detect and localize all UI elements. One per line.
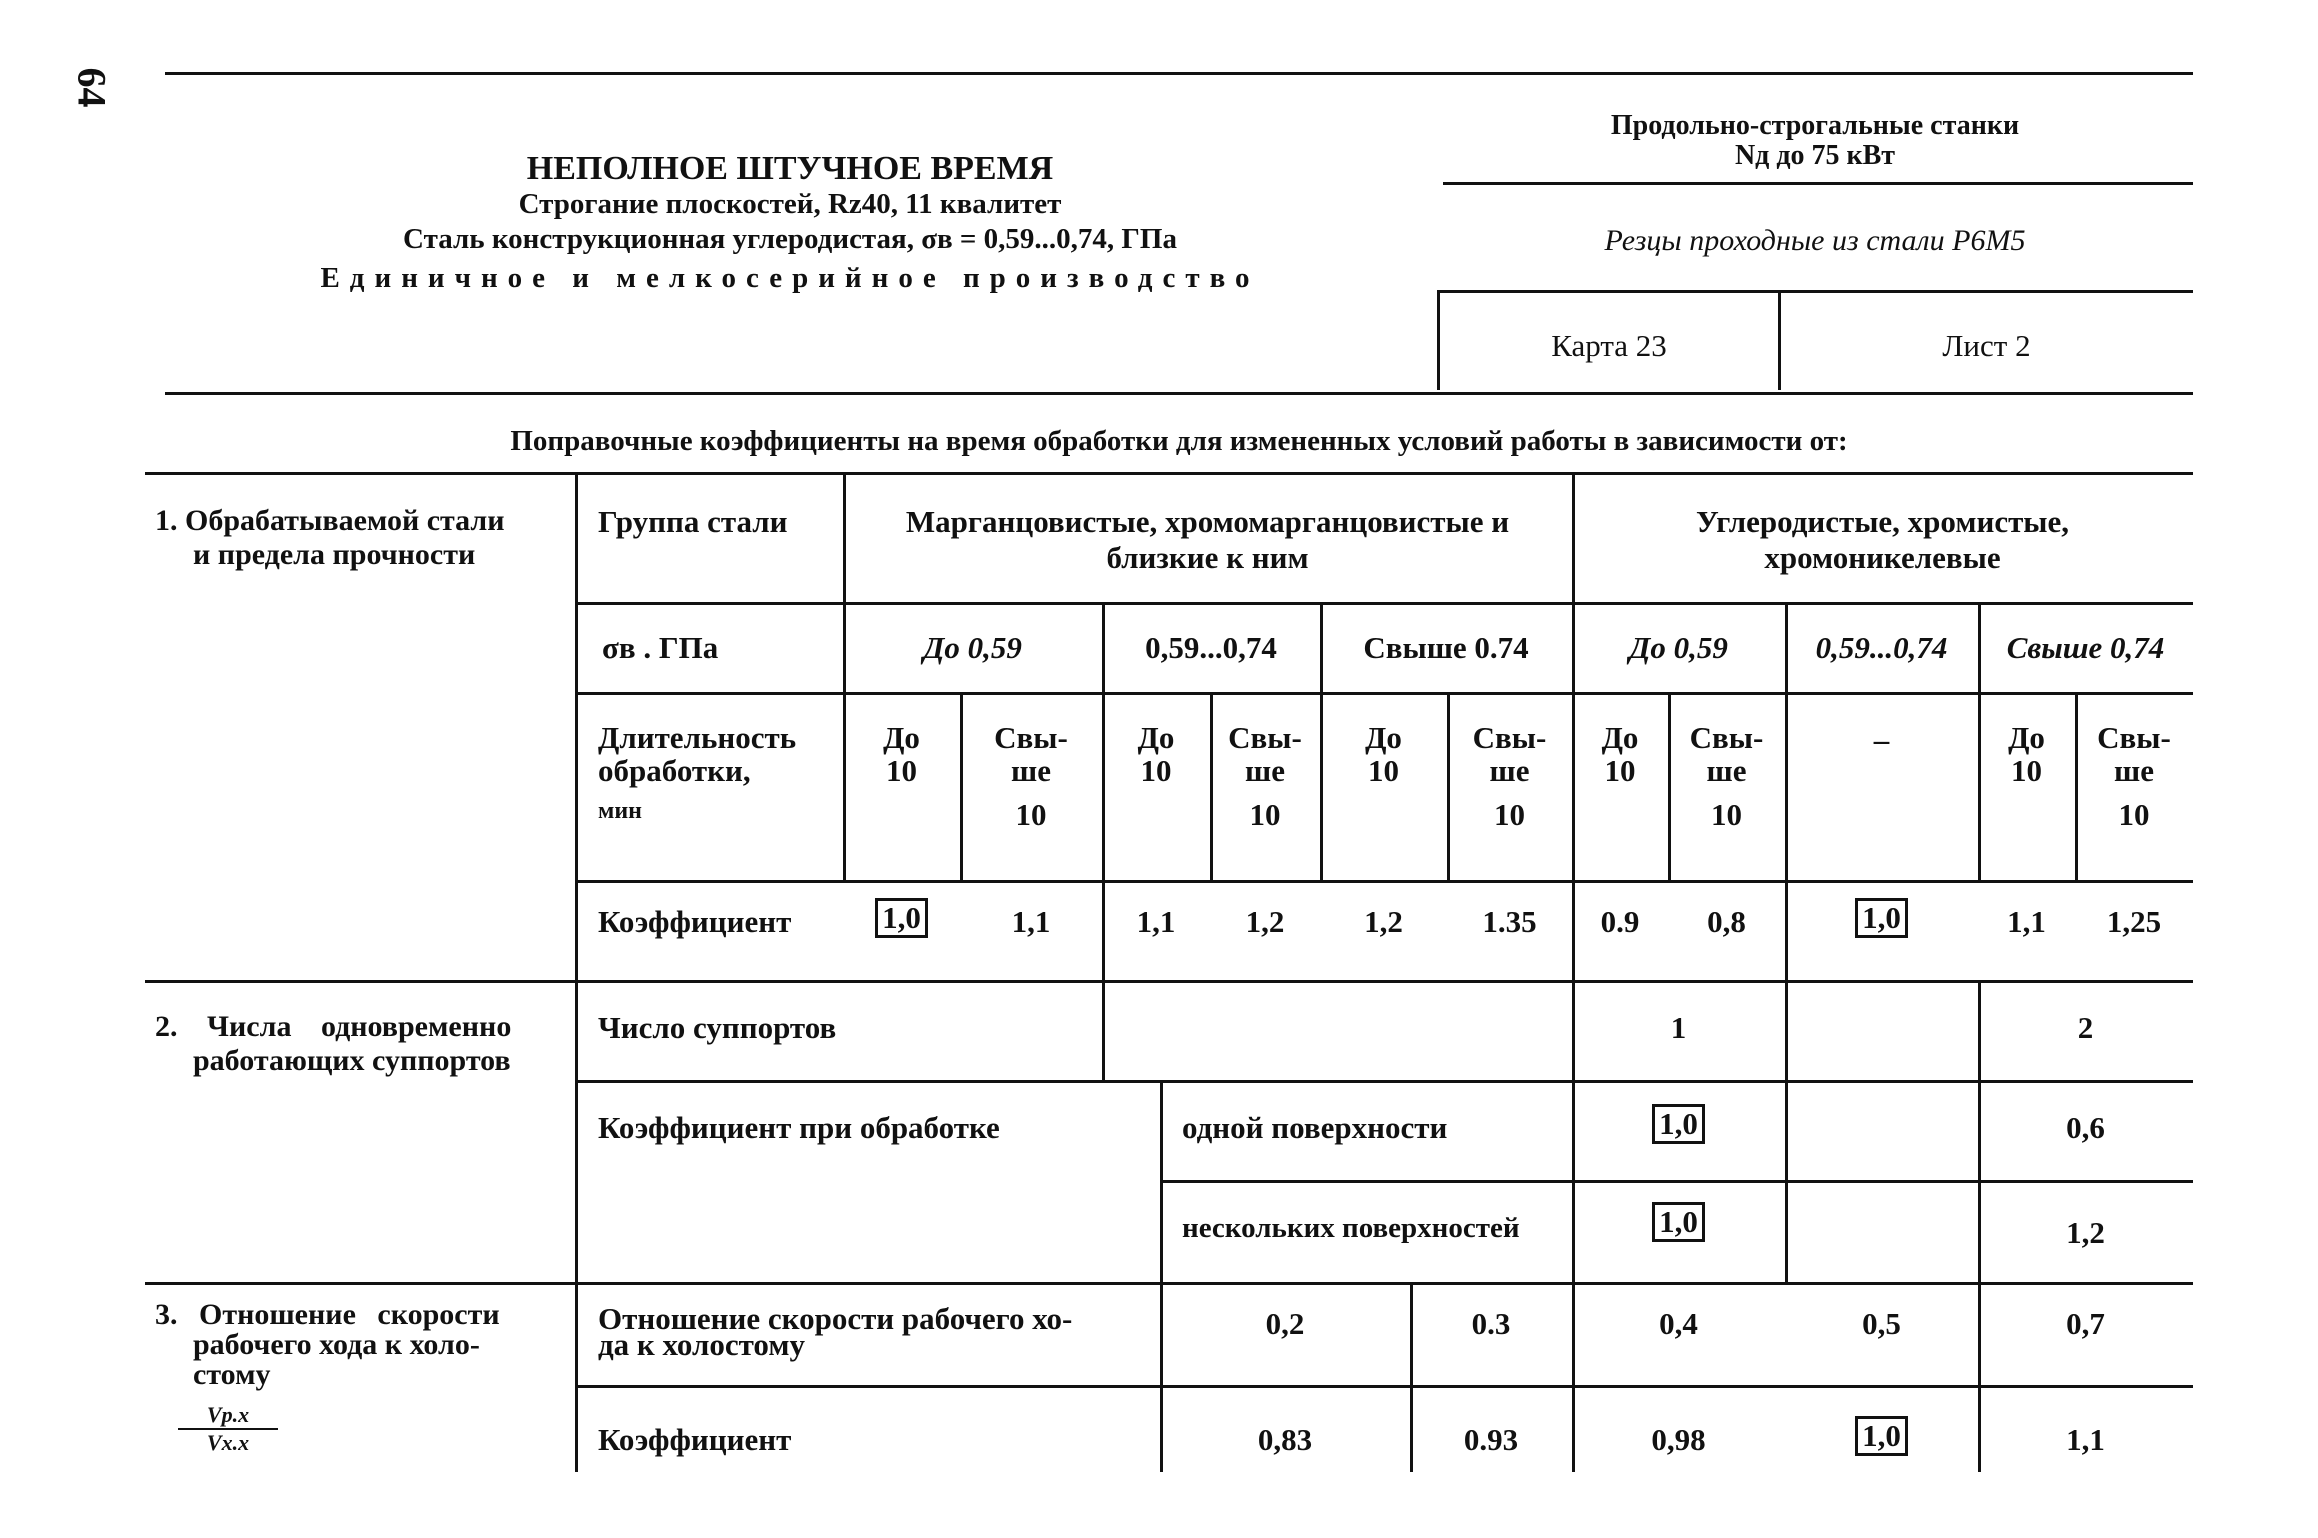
sigma-a1: До 0,59 [923,630,1022,665]
sigma-a3: Свыше 0.74 [1363,630,1529,665]
vline-label-col [575,472,578,1472]
sigma-b3: Свыше 0,74 [2006,630,2165,665]
header-right-rule-2 [1437,290,2193,293]
header-operation: Строгание плоскостей, Rz40, 11 квалитет [518,188,1062,220]
header-tool: Резцы проходные из стали Р6М5 [1604,224,2026,257]
coef-b1-over: 0,8 [1707,904,1746,939]
section3-label: 3. Отношение скорости рабочего хода к холо- стому [155,1298,500,1391]
coef-a3-upto: 1,2 [1364,904,1403,939]
dur-b3-upto: До 10 [2008,720,2045,788]
coef-a2-upto: 1,1 [1136,904,1176,939]
dur-b3-over: Свы- ше 10 [2097,720,2171,833]
card-number: Карта 23 [1551,328,1667,363]
coef-b1-upto: 0.9 [1600,904,1640,939]
sigma-label: σв . ГПа [602,630,719,665]
table-top-rule [145,472,2193,475]
rule-one-surface [1160,1180,2193,1183]
coef-b3-upto: 1,1 [2007,904,2046,939]
header-production: Единичное и мелкосерийное производство [320,262,1260,294]
ratio-v2: 0.3 [1471,1306,1511,1341]
duration-label: Длительность обработки, мин [598,720,797,825]
coef-base-box: 1,0 [1652,1104,1705,1144]
dur-b1-upto: До 10 [1601,720,1639,788]
group-b-name: Углеродистые, хромистые, хромоникелевые [1695,504,2070,575]
header-right-rule-1 [1443,182,2193,185]
header-bottom-rule [165,392,2193,395]
coef-a3-over: 1.35 [1482,904,1537,939]
ratio-label: Отношение скорости рабочего хо- да к холостому [598,1301,1073,1363]
vline-b-sigma1 [1785,602,1788,1282]
rule-duration-row [575,692,2193,695]
sigma-b2: 0,59...0,74 [1815,630,1948,665]
ratio-coef-v5: 1,1 [2066,1422,2105,1457]
sigma-b1: До 0,59 [1629,630,1728,665]
one-surface-v1 [1572,1104,1785,1144]
sheet-number: Лист 2 [1942,328,2031,363]
page-title: НЕПОЛНОЕ ШТУЧНОЕ ВРЕМЯ [526,150,1054,187]
dur-a1-over: Свы- ше 10 [994,720,1068,833]
vline-surface-col [1160,1080,1163,1472]
header-machine: Продольно-строгальные станки [1610,110,2020,141]
coef-base-box: 1,0 [875,898,928,938]
coef-label: Коэффициент [598,904,792,939]
ratio-coef-v1: 0,83 [1257,1422,1313,1457]
dur-a2-upto: До 10 [1137,720,1175,788]
velocity-fraction [178,1402,278,1456]
ratio-v4: 0,5 [1862,1306,1901,1341]
dur-a3-over: Свы- ше 10 [1472,720,1547,833]
coef-base-box: 1,0 [1855,898,1908,938]
one-surface-v2: 0,6 [2066,1110,2105,1145]
coef-processing-label: Коэффициент при обработке [598,1110,1000,1145]
supports-count-1: 1 [1670,1010,1687,1045]
coef-b3-over: 1,25 [2106,904,2162,939]
ratio-coef-label: Коэффициент [598,1422,792,1457]
one-surface-label: одной поверхности [1182,1110,1448,1145]
ratio-v1: 0,2 [1265,1306,1305,1341]
rule-section3 [145,1282,2193,1285]
sigma-a2: 0,59...0,74 [1145,630,1277,665]
coef-base-box: 1,0 [1652,1202,1705,1242]
group-a-name: Марганцовистые, хромомарганцовистые и близкие к ним [905,504,1510,575]
dur-a2-over: Свы- ше 10 [1228,720,1302,833]
coef-a1-over: 1,1 [1011,904,1051,939]
table-caption: Поправочные коэффициенты на время обработки для измененных условий работы в зависимости от: [510,425,1848,457]
header-power: Nд до 75 кВт [1734,140,1896,171]
ratio-coef-v2: 0.93 [1463,1422,1519,1457]
supports-count-2: 2 [2077,1010,2094,1045]
ratio-v5: 0,7 [2066,1306,2105,1341]
several-surfaces-v2: 1,2 [2066,1215,2105,1250]
page-number: 64 [69,67,115,108]
ratio-v3: 0,4 [1659,1306,1698,1341]
dur-b1-over: Свы- ше 10 [1689,720,1764,833]
dur-b2-dash: – [1873,722,1890,757]
vline-supports-split [1102,980,1105,1080]
rule-sigma-row [575,602,2193,605]
rule-ratio [575,1385,2193,1388]
group-label: Группа стали [598,504,788,539]
rule-supports [575,1080,2193,1083]
section1-label: 1. Обрабатываемой стали и предела прочности [155,504,505,571]
ratio-coef-v4 [1785,1416,1978,1456]
fraction-numerator: Vр.х [178,1402,278,1430]
several-surfaces-label: нескольких поверхностей [1182,1212,1520,1244]
several-surfaces-v1 [1572,1202,1785,1242]
supports-label: Число суппортов [598,1010,837,1045]
ratio-coef-v3: 0,98 [1651,1422,1706,1457]
coef-b2 [1785,898,1978,938]
header-material: Сталь конструкционная углеродистая, σв = 0,59...0,74, ГПа [403,223,1177,255]
dur-a1-upto: До 10 [883,720,920,788]
rule-section2 [145,980,2193,983]
coef-base-box: 1,0 [1855,1416,1908,1456]
header-top-rule [165,72,2193,75]
rule-coef-row [575,880,2193,883]
section2-label: 2. Числа одновременно работающих суппортов [155,1010,512,1077]
dur-a3-upto: До 10 [1365,720,1402,788]
fraction-denominator: Vх.х [206,1430,250,1455]
coef-a1-upto [843,898,960,938]
coef-a2-over: 1,2 [1245,904,1285,939]
